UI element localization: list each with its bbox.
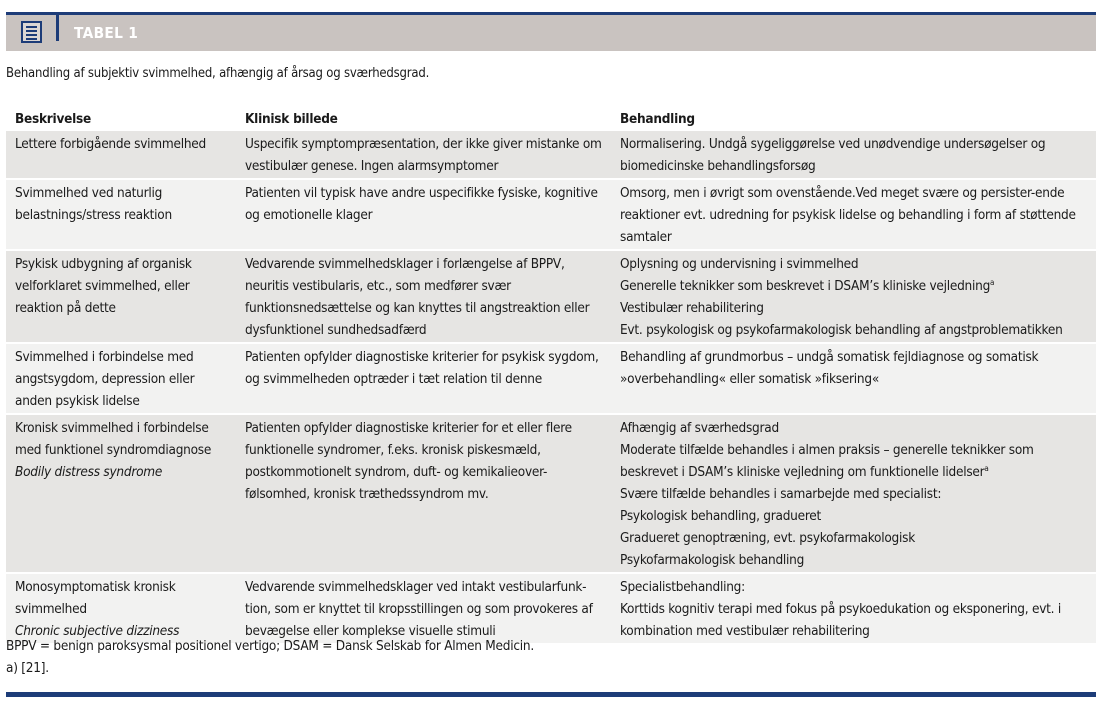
cell-behandling xyxy=(611,343,1096,414)
cell-behandling xyxy=(611,179,1096,250)
behandling-text: Korttids kognitiv terapi med fokus på psykoedukation og eksponering, evt. i kombination med vestibulær rehabilitering xyxy=(620,601,1061,639)
cell-beskrivelse xyxy=(6,131,236,179)
behandling-line xyxy=(620,275,1088,297)
cell-behandling xyxy=(611,573,1096,643)
beskrivelse-text: Kronisk svimmelhed i forbindelse med funktionel syndromdiagnose xyxy=(15,420,212,458)
table-body xyxy=(6,131,1096,643)
behandling-line xyxy=(620,527,1088,549)
table-header-row xyxy=(6,108,1096,131)
behandling-text: Oplysning og undervisning i svimmelhed xyxy=(620,256,859,272)
behandling-line xyxy=(620,483,1088,505)
behandling-line xyxy=(620,505,1088,527)
column-header-klinisk-billede: Klinisk billede xyxy=(245,111,338,127)
cell-beskrivelse xyxy=(6,250,236,343)
behandling-text: Svære tilfælde behandles i samarbejde med specialist: xyxy=(620,486,942,502)
cell-klinisk-billede: Uspecifik symptompræsentation, der ikke giver mistanke om vestibulær genese. Ingen alarmsymptomer xyxy=(236,131,611,179)
behandling-line xyxy=(620,297,1088,319)
table-row xyxy=(6,343,1096,414)
cell-beskrivelse xyxy=(6,414,236,573)
behandling-text: Normalisering. Undgå sygeliggørelse ved unødvendige undersøgelser og biomedicinske behandlingsforsøg xyxy=(620,136,1046,174)
header-divider xyxy=(56,15,59,41)
english-term: Chronic subjective dizziness xyxy=(15,623,180,639)
behandling-line xyxy=(620,576,1088,598)
behandling-line xyxy=(620,417,1088,439)
behandling-text: Psykofarmakologisk behandling xyxy=(620,552,805,568)
behandling-line xyxy=(620,133,1088,177)
behandling-line xyxy=(620,253,1088,275)
behandling-text: Specialistbehandling: xyxy=(620,579,745,595)
beskrivelse-text: Svimmelhed ved naturlig belastnings/stress reaktion xyxy=(15,185,172,223)
table-header-bar xyxy=(6,15,1096,51)
behandling-line xyxy=(620,598,1088,642)
beskrivelse-text: Monosymptomatisk kronisk svimmelhed xyxy=(15,579,176,617)
cell-behandling xyxy=(611,414,1096,573)
footnote-marker: a xyxy=(990,278,995,287)
cell-behandling xyxy=(611,250,1096,343)
behandling-text: Psykologisk behandling, gradueret xyxy=(620,508,822,524)
cell-beskrivelse xyxy=(6,343,236,414)
behandling-line xyxy=(620,319,1088,341)
table-caption: Behandling af subjektiv svimmelhed, afhængig af årsag og sværhedsgrad. xyxy=(6,66,430,81)
table-row xyxy=(6,131,1096,179)
behandling-text: Gradueret genoptræning, evt. psykofarmakologisk xyxy=(620,530,915,546)
beskrivelse-text: Psykisk udbygning af organisk velforklaret svimmelhed, eller reaktion på dette xyxy=(15,256,192,316)
english-term: Bodily distress syndrome xyxy=(15,464,163,480)
behandling-text: Omsorg, men i øvrigt som ovenstående.Ved meget svære og persister-ende reaktioner evt. udredning for psykisk lidelse og behandling i form af støttende samtaler xyxy=(620,185,1076,245)
table-icon xyxy=(21,21,42,43)
behandling-text: Behandling af grundmorbus – undgå somatisk fejldiagnose og somatisk »overbehandling« eller somatisk »fiksering« xyxy=(620,349,1039,387)
behandling-line xyxy=(620,439,1088,483)
behandling-line xyxy=(620,549,1088,571)
cell-behandling xyxy=(611,131,1096,179)
table-label: TABEL 1 xyxy=(74,24,139,42)
abbreviations-footnote: BPPV = benign paroksysmal positionel vertigo; DSAM = Dansk Selskab for Almen Medicin. xyxy=(6,638,534,654)
cell-beskrivelse xyxy=(6,179,236,250)
table-row xyxy=(6,179,1096,250)
column-header-behandling: Behandling xyxy=(620,111,695,127)
table-row xyxy=(6,250,1096,343)
table-row xyxy=(6,573,1096,643)
cell-beskrivelse xyxy=(6,573,236,643)
cell-klinisk-billede: Patienten vil typisk have andre uspecifikke fysiske, kognitive og emotionelle klager xyxy=(236,179,611,250)
table-row xyxy=(6,414,1096,573)
treatment-table xyxy=(6,108,1096,643)
behandling-line xyxy=(620,182,1088,248)
cell-klinisk-billede: Vedvarende svimmelhedsklager ved intakt vestibularfunk-tion, som er knyttet til kropsstillingen og som provokeres af bevægelse eller komplekse visuelle stimuli xyxy=(236,573,611,643)
behandling-line xyxy=(620,346,1088,390)
behandling-text: Afhængig af sværhedsgrad xyxy=(620,420,779,436)
behandling-text: Generelle teknikker som beskrevet i DSAM’s kliniske vejledning xyxy=(620,278,991,294)
bottom-rule xyxy=(6,692,1096,697)
footnote-marker: a xyxy=(984,464,989,473)
reference-footnote: a) [21]. xyxy=(6,660,49,676)
cell-klinisk-billede: Patienten opfylder diagnostiske kriterier for et eller flere funktionelle syndromer, f.eks. kronisk piskesmæld, postkommotionelt syndrom, duft- og kemikalieover-følsomhed, kronisk træthedssyndrom mv. xyxy=(236,414,611,573)
cell-klinisk-billede: Patienten opfylder diagnostiske kriterier for psykisk sygdom, og svimmelheden optræder i tæt relation til denne xyxy=(236,343,611,414)
beskrivelse-text: Lettere forbigående svimmelhed xyxy=(15,136,206,152)
behandling-text: Moderate tilfælde behandles i almen praksis – generelle teknikker som beskrevet i DSAM’s kliniske vejledning om funktionelle lidelser xyxy=(620,442,1034,480)
behandling-text: Evt. psykologisk og psykofarmakologisk behandling af angstproblematikken xyxy=(620,322,1063,338)
behandling-text: Vestibulær rehabilitering xyxy=(620,300,764,316)
cell-klinisk-billede: Vedvarende svimmelhedsklager i forlængelse af BPPV, neuritis vestibularis, etc., som medfører svær funktionsnedsættelse og kan knyttes til angstreaktion eller dysfunktionel sundhedsadfærd xyxy=(236,250,611,343)
column-header-beskrivelse: Beskrivelse xyxy=(15,111,91,127)
beskrivelse-text: Svimmelhed i forbindelse med angstsygdom, depression eller anden psykisk lidelse xyxy=(15,349,195,409)
